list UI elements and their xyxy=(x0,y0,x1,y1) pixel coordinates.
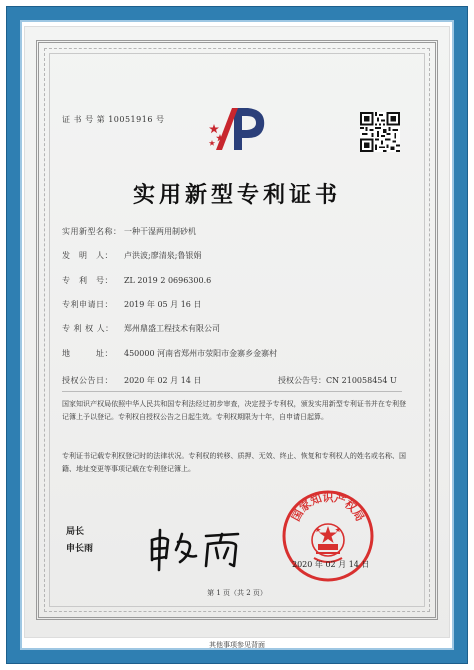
statement-paragraph-2: 专利证书记载专利权登记时的法律状况。专利权的转移、质押、无效、终止、恢复和专利权人的姓名或名称、国籍、地址变更等事项记载在专利登记簿上。 xyxy=(62,452,406,473)
page-number: 第 1 页（共 2 页） xyxy=(207,589,267,597)
field-label: 专利申请日： xyxy=(62,300,113,309)
field-grant-date xyxy=(62,375,201,386)
statement-paragraph-1: 国家知识产权局依照中华人民共和国专利法经过初步审查，决定授予专利权，颁发实用新型专利证书并在专利登记簿上予以登记。专利权自授权公告之日起生效。专利权期限为十年，自申请日起算。 xyxy=(62,400,406,421)
field-value: 450000 河南省郑州市荥阳市金寨乡金寨村 xyxy=(124,349,278,358)
field-label: 发 明 人： xyxy=(62,251,113,260)
field-address xyxy=(62,348,277,359)
field-value: 郑州鼎盛工程技术有限公司 xyxy=(124,324,220,333)
field-application-date xyxy=(62,299,201,310)
certificate-number-label: 证 书 号 第 xyxy=(62,115,106,124)
cnipa-logo-icon xyxy=(208,104,270,154)
field-patent-number xyxy=(62,275,211,286)
certificate-number-suffix: 号 xyxy=(155,115,165,124)
field-value: ZL 2019 2 0696300.6 xyxy=(124,276,212,285)
signer-title: 局长 xyxy=(66,527,85,537)
divider-line xyxy=(62,391,402,392)
field-label: 专 利 权 人： xyxy=(62,324,114,333)
field-value: 2019 年 05 月 16 日 xyxy=(124,300,202,309)
field-utility-model-name xyxy=(62,226,196,237)
field-label: 地 址： xyxy=(62,349,113,358)
grant-number-label: 授权公告号： xyxy=(278,376,326,385)
issue-date: 2020 年 02 月 14 日 xyxy=(292,560,370,569)
field-value: 卢洪波;廖清泉;鲁银娟 xyxy=(124,251,202,260)
grant-date-value: 2020 年 02 月 14 日 xyxy=(124,376,202,385)
certificate-title: 实用新型专利证书 xyxy=(132,182,341,208)
field-grant-number xyxy=(278,375,397,386)
grant-number-value: CN 210058454 U xyxy=(326,376,397,385)
grant-date-label: 授权公告日： xyxy=(62,376,113,385)
footer-note: 其他事项参见背面 xyxy=(209,641,265,649)
field-patentee xyxy=(62,323,220,334)
signer-name: 申长雨 xyxy=(66,544,94,554)
certificate-number xyxy=(62,114,164,125)
qr-code-icon xyxy=(360,112,400,152)
field-label: 专 利 号： xyxy=(62,276,113,285)
signature-image xyxy=(146,522,246,572)
seal-text: 国家知识产权局 xyxy=(289,491,367,524)
field-label: 实用新型名称： xyxy=(62,227,122,236)
field-inventors xyxy=(62,250,201,261)
field-value: 一种干湿两用制砂机 xyxy=(124,227,196,236)
certificate-number-value: 10051916 xyxy=(108,115,153,124)
